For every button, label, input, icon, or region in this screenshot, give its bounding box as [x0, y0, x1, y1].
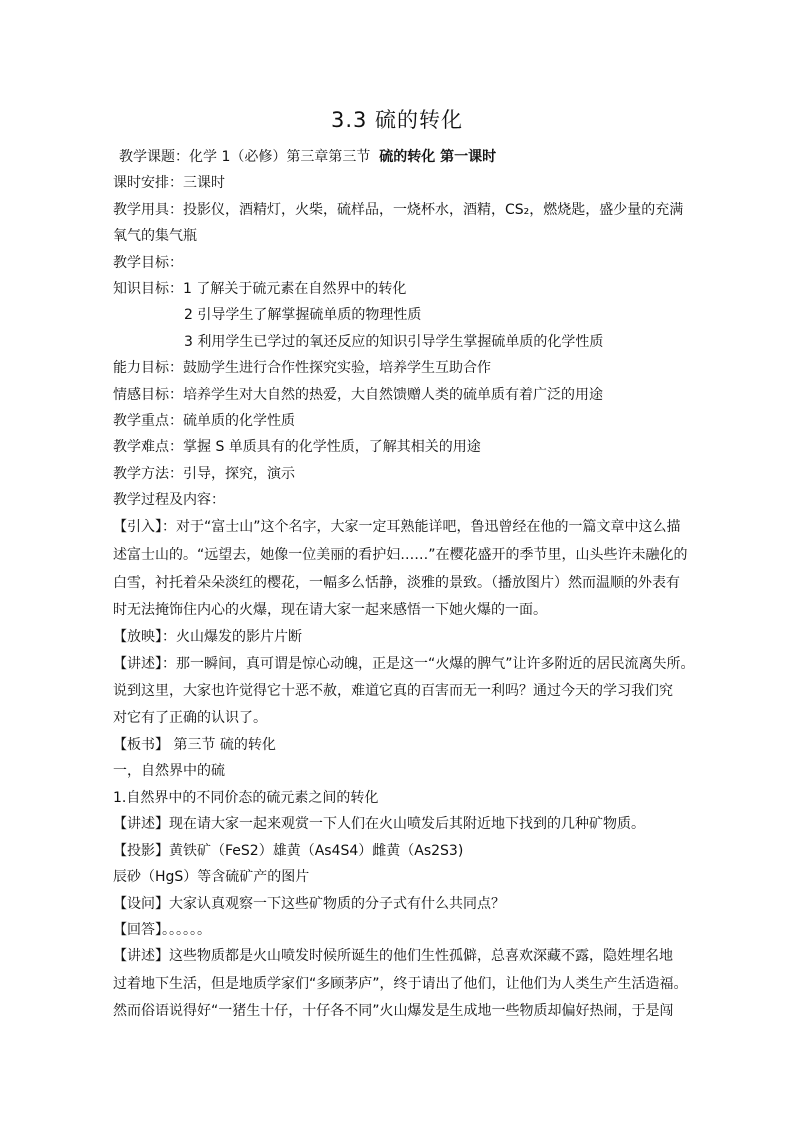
text-line: 教学重点：硫单质的化学性质 [113, 413, 295, 429]
text-line: 辰砂（HgS）等含硫矿产的图片 [113, 869, 310, 885]
text-line: 【投影】黄铁矿（FeS2）雄黄（As4S4）雌黄（As2S3) [113, 843, 464, 859]
text-line: 【板书】 第三节 硫的转化 [113, 737, 276, 753]
text-line: 说到这里，大家也许觉得它十恶不赦，难道它真的百害而无一利吗？通过今天的学习我们究 [113, 683, 673, 699]
text-line: 情感目标：培养学生对大自然的热爱，大自然馈赠人类的硫单质有着广泛的用途 [113, 387, 603, 403]
text-line: 【讲述】：那一瞬间，真可谓是惊心动魄，正是这一“火爆的脾气”让许多附近的居民流离失所。 [113, 656, 695, 672]
text-line: 【设问】大家认真观察一下这些矿物质的分子式有什么共同点？ [113, 896, 505, 912]
text-line: 对它有了正确的认识了。 [113, 710, 267, 726]
text-line: 教学过程及内容： [113, 492, 225, 508]
text-line: 教学用具：投影仪，酒精灯，火柴，硫样品，一烧杯水，酒精，CS₂，燃烧匙，盛少量的充满 [113, 202, 684, 218]
subject-bold: 硫的转化 第一课时 [379, 149, 497, 165]
text-line: 述富士山的。“远望去，她像一位美丽的看护妇……”在樱花盛开的季节里，山头些许未融化的 [113, 547, 688, 563]
text-line: 氧气的集气瓶 [113, 228, 197, 244]
text-line: 教学难点：掌握 S 单质具有的化学性质，了解其相关的用途 [113, 439, 481, 455]
text-line: 过着地下生活，但是地质学家们“多顾茅庐”，终于请出了他们，让他们为人类生产生活造福。 [113, 976, 688, 992]
text-line: 教学方法：引导，探究，演示 [113, 466, 295, 482]
text-line: 3 利用学生已学过的氧还反应的知识引导学生掌握硫单质的化学性质 [184, 334, 604, 350]
text-line: 【放映】：火山爆发的影片片断 [113, 629, 302, 645]
text-line: 【讲述】这些物质都是火山喷发时候所诞生的他们生性孤僻，总喜欢深藏不露，隐姓埋名地 [113, 948, 673, 964]
text-line: 【引入】：对于“富士山”这个名字，大家一定耳熟能详吧，鲁迅曾经在他的一篇文章中这么描 [113, 519, 681, 535]
text-line: 白雪，衬托着朵朵淡红的樱花，一幅多么恬静，淡雅的景致。（播放图片）然而温顺的外表有 [113, 575, 680, 591]
text-line: 一，自然界中的硫 [113, 763, 225, 779]
text-line: 【讲述】现在请大家一起来观赏一下人们在火山喷发后其附近地下找到的几种矿物质。 [113, 816, 645, 832]
text-line: 2 引导学生了解掌握硫单质的物理性质 [184, 307, 422, 323]
text-line: 能力目标：鼓励学生进行合作性探究实验，培养学生互助合作 [113, 360, 491, 376]
text-line: 【回答】。。。。。。 [113, 922, 211, 938]
text-line: 1.自然界中的不同价态的硫元素之间的转化 [113, 790, 379, 806]
subject-line [119, 147, 699, 167]
text-line: 然而俗语说得好“一猪生十仔，十仔各不同”火山爆发是生成地一些物质却偏好热闹，于是闯 [113, 1003, 674, 1019]
text-line: 知识目标：1 了解关于硫元素在自然界中的转化 [113, 281, 407, 297]
page-title: 3.3 硫的转化 [330, 108, 464, 132]
text-line: 课时安排：三课时 [113, 175, 225, 191]
subject-prefix: 教学课题：化学 1（必修）第三章第三节 [119, 149, 371, 165]
text-line: 教学目标： [113, 255, 183, 271]
text-line: 时无法掩饰住内心的火爆，现在请大家一起来感悟一下她火爆的一面。 [113, 602, 547, 618]
